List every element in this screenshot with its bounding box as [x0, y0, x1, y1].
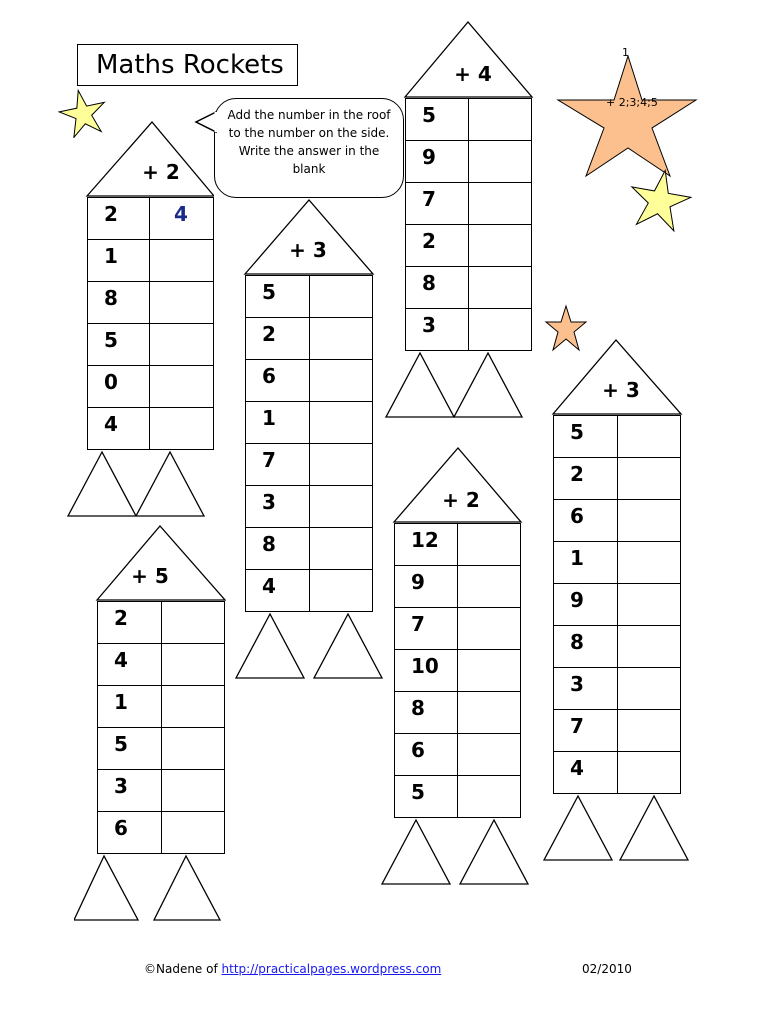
rocket-plus-3-right	[532, 338, 702, 862]
website-link[interactable]: http://practicalpages.wordpress.com	[221, 962, 442, 976]
side-number: 7	[554, 710, 618, 752]
answer-cell[interactable]	[618, 710, 681, 752]
side-number: 5	[88, 324, 150, 366]
roof-label: + 5	[131, 564, 169, 588]
side-number: 2	[98, 602, 162, 644]
answer-cell[interactable]	[162, 728, 225, 770]
answer-cell[interactable]	[150, 282, 214, 324]
answer-cell[interactable]	[469, 309, 532, 351]
answer-cell[interactable]	[458, 692, 521, 734]
answer-cell[interactable]	[469, 141, 532, 183]
credit-text: ©Nadene of	[144, 962, 222, 976]
rocket-roof	[74, 524, 226, 601]
side-number: 2	[554, 458, 618, 500]
answer-cell[interactable]	[458, 776, 521, 818]
answer-cell[interactable]	[458, 608, 521, 650]
answer-cell[interactable]	[469, 225, 532, 267]
rocket-plus-3-middle	[222, 198, 394, 680]
side-number: 12	[395, 524, 458, 566]
answer-cell[interactable]: 4	[150, 198, 214, 240]
side-number: 7	[406, 183, 469, 225]
side-number: 1	[98, 686, 162, 728]
answer-cell[interactable]	[469, 267, 532, 309]
roof-label: + 3	[602, 378, 640, 402]
answer-cell[interactable]	[458, 524, 521, 566]
rocket-fins	[222, 612, 394, 680]
answer-cell[interactable]	[162, 770, 225, 812]
side-number: 5	[554, 416, 618, 458]
side-number: 5	[395, 776, 458, 818]
side-number: 4	[88, 408, 150, 450]
side-number: 3	[554, 668, 618, 710]
star-label: + 2;3;4;5	[606, 96, 658, 109]
footer-date: 02/2010	[582, 962, 632, 976]
roof-label: + 3	[289, 238, 327, 262]
rocket-table	[245, 275, 373, 612]
answer-cell[interactable]	[162, 812, 225, 854]
answer-cell[interactable]	[162, 686, 225, 728]
answer-cell[interactable]	[458, 650, 521, 692]
side-number: 3	[406, 309, 469, 351]
answer-cell[interactable]	[618, 752, 681, 794]
instruction-text: Add the number in the roof to the number on the side. Write the answer in the blank	[227, 108, 391, 176]
answer-cell[interactable]	[150, 366, 214, 408]
side-number: 8	[406, 267, 469, 309]
answer-cell[interactable]	[310, 486, 373, 528]
answer-cell[interactable]	[458, 566, 521, 608]
answer-cell[interactable]	[310, 276, 373, 318]
answer-cell[interactable]	[162, 602, 225, 644]
answer-cell[interactable]	[310, 360, 373, 402]
side-number: 6	[395, 734, 458, 776]
page-title: Maths Rockets	[77, 44, 298, 86]
side-number: 6	[554, 500, 618, 542]
side-number: 9	[395, 566, 458, 608]
roof-label: + 2	[442, 488, 480, 512]
page-number: 1	[622, 46, 629, 59]
answer-cell[interactable]	[618, 542, 681, 584]
answer-cell[interactable]	[618, 458, 681, 500]
answer-cell[interactable]	[150, 324, 214, 366]
rocket-fins	[372, 818, 542, 886]
side-number: 6	[246, 360, 310, 402]
side-number: 7	[246, 444, 310, 486]
yellow-star-icon	[628, 168, 692, 232]
answer-cell[interactable]	[310, 570, 373, 612]
answer-cell[interactable]	[310, 318, 373, 360]
rocket-plus-5-bottom	[74, 524, 226, 922]
answer-cell[interactable]	[469, 183, 532, 225]
roof-label: + 4	[454, 62, 492, 86]
answer-cell[interactable]	[310, 402, 373, 444]
answer-cell[interactable]	[458, 734, 521, 776]
rocket-fins	[384, 351, 554, 419]
answer-cell[interactable]	[310, 528, 373, 570]
rocket-table	[405, 98, 532, 351]
side-number: 4	[98, 644, 162, 686]
side-number: 3	[246, 486, 310, 528]
rocket-table	[394, 523, 521, 818]
rocket-table	[553, 415, 681, 794]
side-number: 8	[88, 282, 150, 324]
answer-cell[interactable]	[162, 644, 225, 686]
side-number: 3	[98, 770, 162, 812]
side-number: 5	[246, 276, 310, 318]
side-number: 0	[88, 366, 150, 408]
side-number: 5	[406, 99, 469, 141]
side-number: 8	[395, 692, 458, 734]
answer-cell[interactable]	[618, 416, 681, 458]
side-number: 9	[406, 141, 469, 183]
rocket-fins	[66, 450, 236, 518]
speech-bubble-tail	[194, 108, 224, 138]
side-number: 2	[246, 318, 310, 360]
big-orange-star-icon	[552, 52, 702, 182]
rocket-roof	[384, 20, 534, 98]
side-number: 1	[554, 542, 618, 584]
answer-cell[interactable]	[618, 584, 681, 626]
rocket-fins	[74, 854, 224, 922]
rocket-fins	[532, 794, 702, 862]
rocket-plus-2-left	[66, 120, 236, 518]
side-number: 2	[88, 198, 150, 240]
rocket-plus-4-top	[384, 20, 554, 419]
footer-credit	[144, 962, 441, 976]
side-number: 8	[554, 626, 618, 668]
rocket-table	[87, 197, 214, 450]
side-number: 10	[395, 650, 458, 692]
side-number: 7	[395, 608, 458, 650]
side-number: 9	[554, 584, 618, 626]
answer-cell[interactable]	[618, 626, 681, 668]
rocket-roof	[66, 120, 214, 197]
rocket-roof	[222, 198, 394, 275]
answer-cell[interactable]	[469, 99, 532, 141]
rocket-plus-2-middle	[372, 446, 542, 886]
side-number: 1	[88, 240, 150, 282]
side-number: 1	[246, 402, 310, 444]
answer-cell[interactable]	[618, 500, 681, 542]
answer-cell[interactable]	[150, 240, 214, 282]
side-number: 8	[246, 528, 310, 570]
answer-cell[interactable]	[618, 668, 681, 710]
side-number: 4	[246, 570, 310, 612]
side-number: 6	[98, 812, 162, 854]
rocket-roof	[532, 338, 692, 415]
side-number: 2	[406, 225, 469, 267]
side-number: 4	[554, 752, 618, 794]
answer-cell[interactable]	[310, 444, 373, 486]
roof-label: + 2	[142, 160, 180, 184]
side-number: 5	[98, 728, 162, 770]
rocket-table	[97, 601, 225, 854]
answer-cell[interactable]	[150, 408, 214, 450]
